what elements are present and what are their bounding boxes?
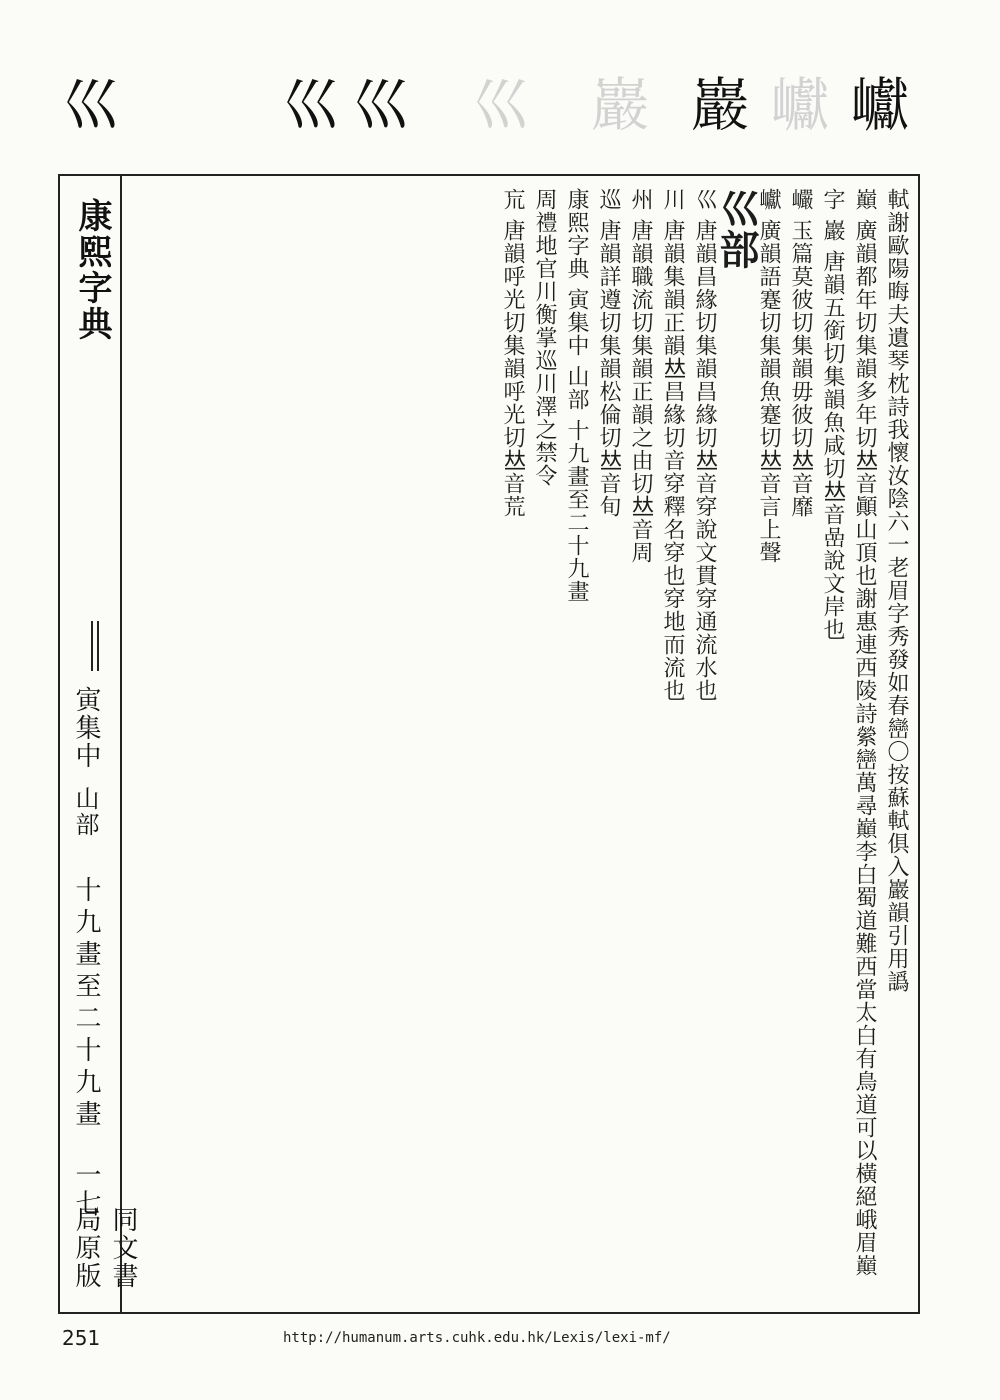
dictionary-title: 康熙字典: [72, 198, 112, 342]
entry-line: 巔 廣韻都年切集韻多年切𠀤音顚山頂也謝惠連西陵詩縈巒萬尋巔李白蜀道難西當太白有鳥道可以橫絕峨眉巔: [852, 188, 877, 1277]
dictionary-entries: [130, 188, 910, 1303]
seal-glyph: 巘: [761, 74, 829, 132]
seal-glyph: 巛: [271, 74, 339, 132]
seal-script-row: [51, 40, 940, 170]
source-url[interactable]: http://humanum.arts.cuhk.edu.hk/Lexis/lexi-mf/: [283, 1330, 671, 1346]
radical-heading: 巛部: [713, 188, 760, 270]
entry-line: 巗 玉篇莫彼切集韻毋彼切𠀤音靡: [788, 188, 813, 518]
entry-line: 軾謝歐陽晦夫遺琴枕詩我懷汝陰六一老眉字秀發如春巒〇按蘇軾俱入巖韻引用譌: [884, 188, 909, 993]
page-header-column: [60, 176, 138, 1312]
entry-line: 周禮地官川衡掌巡川澤之禁令: [532, 188, 557, 487]
seal-glyph: 巖: [681, 74, 749, 132]
page-number: 251: [62, 1326, 101, 1350]
entry-line: 巘 廣韻語蹇切集韻魚蹇切𠀤音言上聲: [756, 188, 781, 564]
entry-line: 川 唐韻集韻正韻𠀤昌緣切音穿釋名穿也穿地而流也: [660, 188, 685, 702]
page-footer: [58, 1318, 920, 1358]
entry-line: 康熙字典 寅集中 山部 十九畫至二十九畫: [564, 188, 589, 603]
seal-glyph: 巛: [51, 74, 119, 132]
publisher-label: 同文書局原版: [71, 1206, 138, 1290]
volume-label: 寅集中: [71, 686, 101, 770]
stroke-range-label: 十九畫至二十九畫: [71, 876, 101, 1132]
entry-line: 巡 唐韻詳遵切集韻松倫切𠀤音旬: [596, 188, 621, 518]
header-divider: [91, 621, 99, 671]
text-frame: [58, 174, 920, 1314]
entry-line: 州 唐韻職流切集韻正韻之由切𠀤音周: [628, 188, 653, 564]
radical-section-label: 山部: [71, 786, 99, 838]
page-label: 一七: [71, 1161, 101, 1217]
seal-glyph: 巛: [461, 74, 529, 132]
entry-line: 巟 唐韻呼光切集韻呼光切𠀤音荒: [500, 188, 525, 518]
entry-line: 巛 唐韻昌緣切集韻昌緣切𠀤音穿說文貫穿通流水也: [692, 188, 717, 702]
seal-glyph: 巖: [581, 74, 649, 132]
seal-glyph: 巘: [841, 74, 909, 132]
seal-glyph: 巛: [341, 74, 409, 132]
entry-line: 字 巖 唐韻五銜切集韻魚咸切𠀤音嵒說文岸也: [820, 188, 845, 641]
